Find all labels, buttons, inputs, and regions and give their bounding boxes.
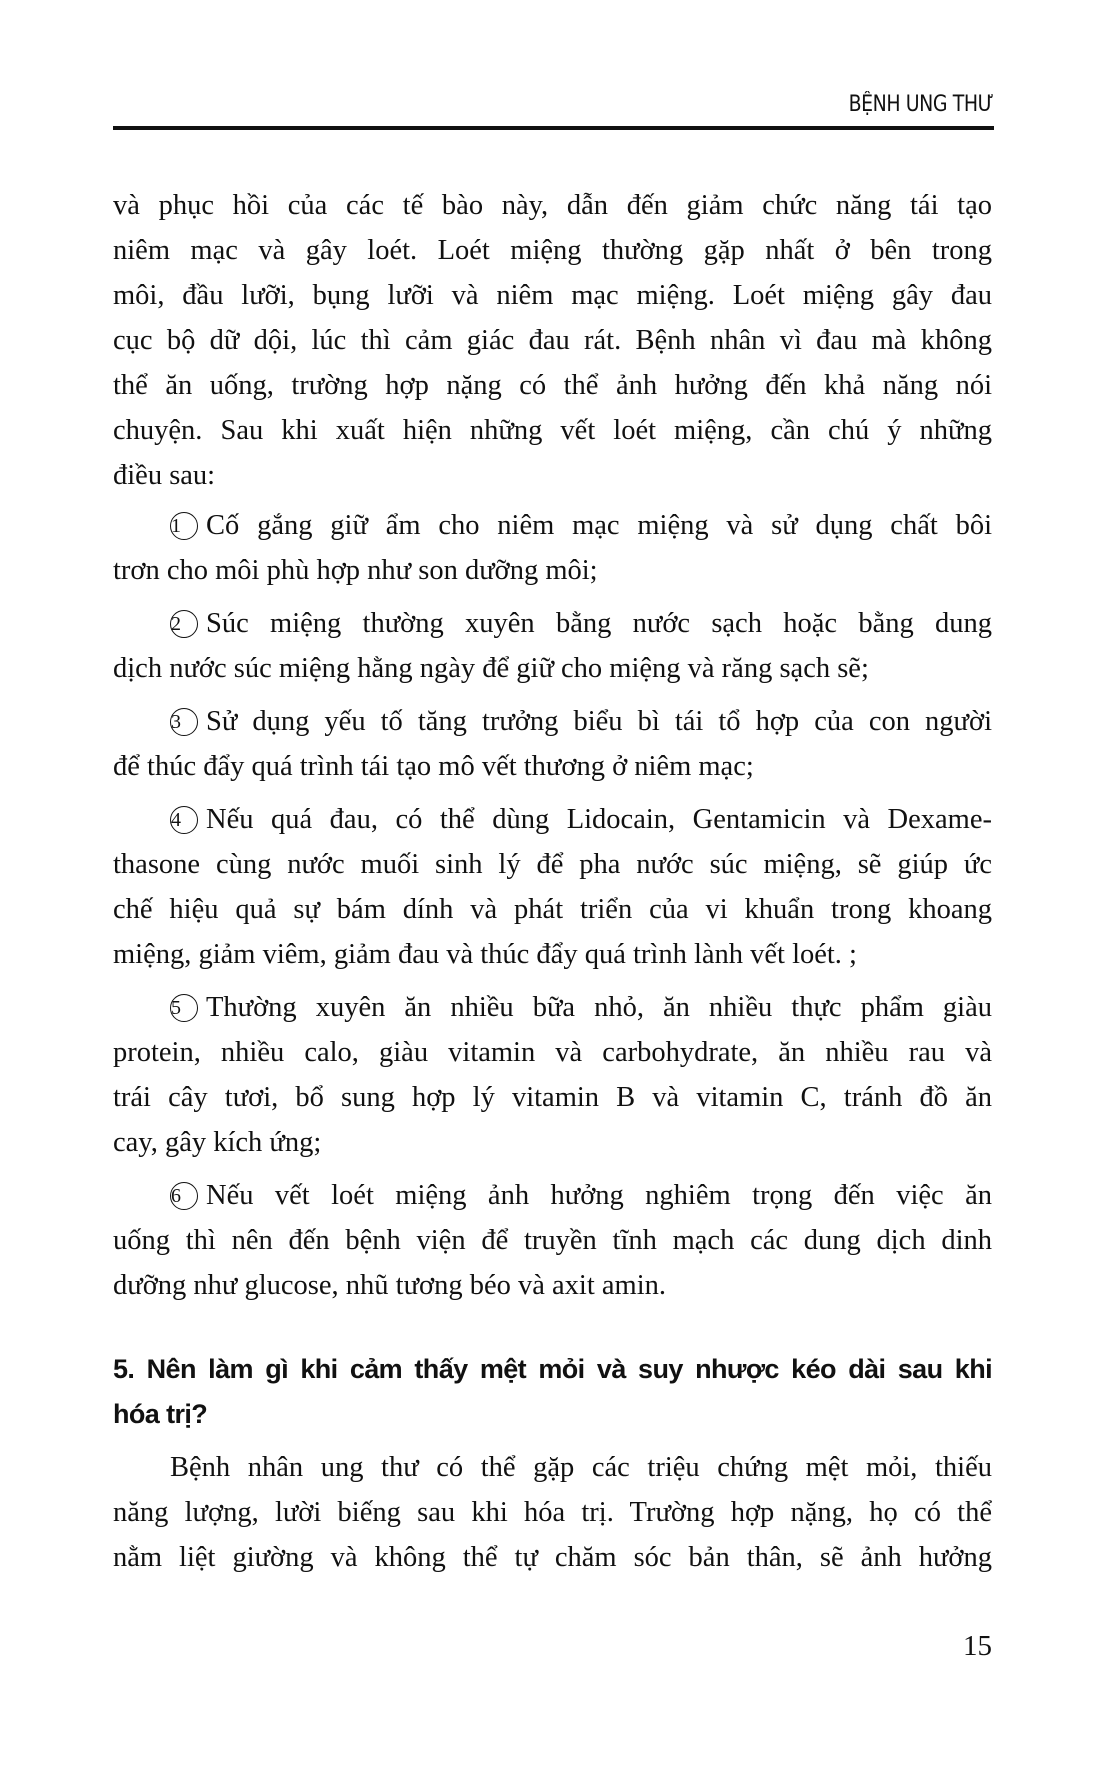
- section-heading: hóa trị?: [113, 1399, 208, 1429]
- list-item-6-line: [170, 1173, 992, 1218]
- running-header-title: BỆNH UNG THƯ: [848, 92, 993, 117]
- intro-line: điều sau:: [113, 460, 216, 491]
- list-item-6-line: uống thì nên đến bệnh viện để truyền tĩnh mạch các dung dịch dinh: [113, 1225, 992, 1256]
- circled-number-2: 2: [170, 610, 198, 638]
- intro-line: và phục hồi của các tế bào này, dẫn đến giảm chức năng tái tạo: [113, 190, 992, 221]
- header-rule: [113, 126, 994, 130]
- section-paragraph-line: năng lượng, lười biếng sau khi hóa trị. Trường hợp nặng, họ có thể: [113, 1497, 992, 1528]
- list-item-text: Cố gắng giữ ẩm cho niêm mạc miệng và sử dụng chất bôi: [206, 510, 992, 541]
- list-item-text: Thường xuyên ăn nhiều bữa nhỏ, ăn nhiều thực phẩm giàu: [206, 992, 992, 1023]
- page-number: 15: [963, 1630, 992, 1662]
- list-item-2-line: dịch nước súc miệng hằng ngày để giữ cho miệng và răng sạch sẽ;: [113, 653, 869, 684]
- list-item-text: Nếu vết loét miệng ảnh hưởng nghiêm trọng đến việc ăn: [206, 1180, 992, 1211]
- list-item-4-line: chế hiệu quả sự bám dính và phát triển của vi khuẩn trong khoang: [113, 894, 992, 925]
- list-item-4-line: [170, 797, 992, 842]
- intro-line: cục bộ dữ dội, lúc thì cảm giác đau rát. Bệnh nhân vì đau mà không: [113, 325, 992, 356]
- list-item-4-line: thasone cùng nước muối sinh lý để pha nước súc miệng, sẽ giúp ức: [113, 849, 992, 880]
- circled-number-4: 4: [170, 806, 198, 834]
- list-item-3-line: để thúc đẩy quá trình tái tạo mô vết thương ở niêm mạc;: [113, 751, 754, 782]
- list-item-4-line: miệng, giảm viêm, giảm đau và thúc đẩy quá trình lành vết loét. ;: [113, 939, 857, 970]
- circled-number-6: 6: [170, 1182, 198, 1210]
- list-item-6-line: dưỡng như glucose, nhũ tương béo và axit amin.: [113, 1270, 666, 1301]
- intro-line: môi, đầu lưỡi, bụng lưỡi và niêm mạc miệng. Loét miệng gây đau: [113, 280, 992, 311]
- list-item-5-line: protein, nhiều calo, giàu vitamin và carbohydrate, ăn nhiều rau và: [113, 1037, 992, 1068]
- intro-line: niêm mạc và gây loét. Loét miệng thường gặp nhất ở bên trong: [113, 235, 992, 266]
- section-paragraph-line: nằm liệt giường và không thể tự chăm sóc bản thân, sẽ ảnh hưởng: [113, 1542, 992, 1573]
- intro-line: chuyện. Sau khi xuất hiện những vết loét miệng, cần chú ý những: [113, 415, 992, 446]
- circled-number-3: 3: [170, 708, 198, 736]
- list-item-text: Nếu quá đau, có thể dùng Lidocain, Gentamicin và Dexame-: [206, 804, 992, 835]
- list-item-5-line: [170, 985, 992, 1030]
- list-item-5-line: trái cây tươi, bổ sung hợp lý vitamin B và vitamin C, tránh đồ ăn: [113, 1082, 992, 1113]
- list-item-1-line: trơn cho môi phù hợp như son dưỡng môi;: [113, 555, 598, 586]
- circled-number-1: 1: [170, 512, 198, 540]
- list-item-3-line: [170, 699, 992, 744]
- list-item-text: Sử dụng yếu tố tăng trưởng biểu bì tái tổ hợp của con người: [206, 706, 992, 737]
- section-paragraph-line: Bệnh nhân ung thư có thể gặp các triệu chứng mệt mỏi, thiếu: [170, 1452, 992, 1483]
- list-item-text: Súc miệng thường xuyên bằng nước sạch hoặc bằng dung: [206, 608, 992, 639]
- section-heading: 5. Nên làm gì khi cảm thấy mệt mỏi và suy nhược kéo dài sau khi: [113, 1354, 992, 1384]
- list-item-1-line: [170, 503, 992, 548]
- circled-number-5: 5: [170, 994, 198, 1022]
- intro-line: thể ăn uống, trường hợp nặng có thể ảnh hưởng đến khả năng nói: [113, 370, 992, 401]
- list-item-5-line: cay, gây kích ứng;: [113, 1127, 322, 1158]
- list-item-2-line: [170, 601, 992, 646]
